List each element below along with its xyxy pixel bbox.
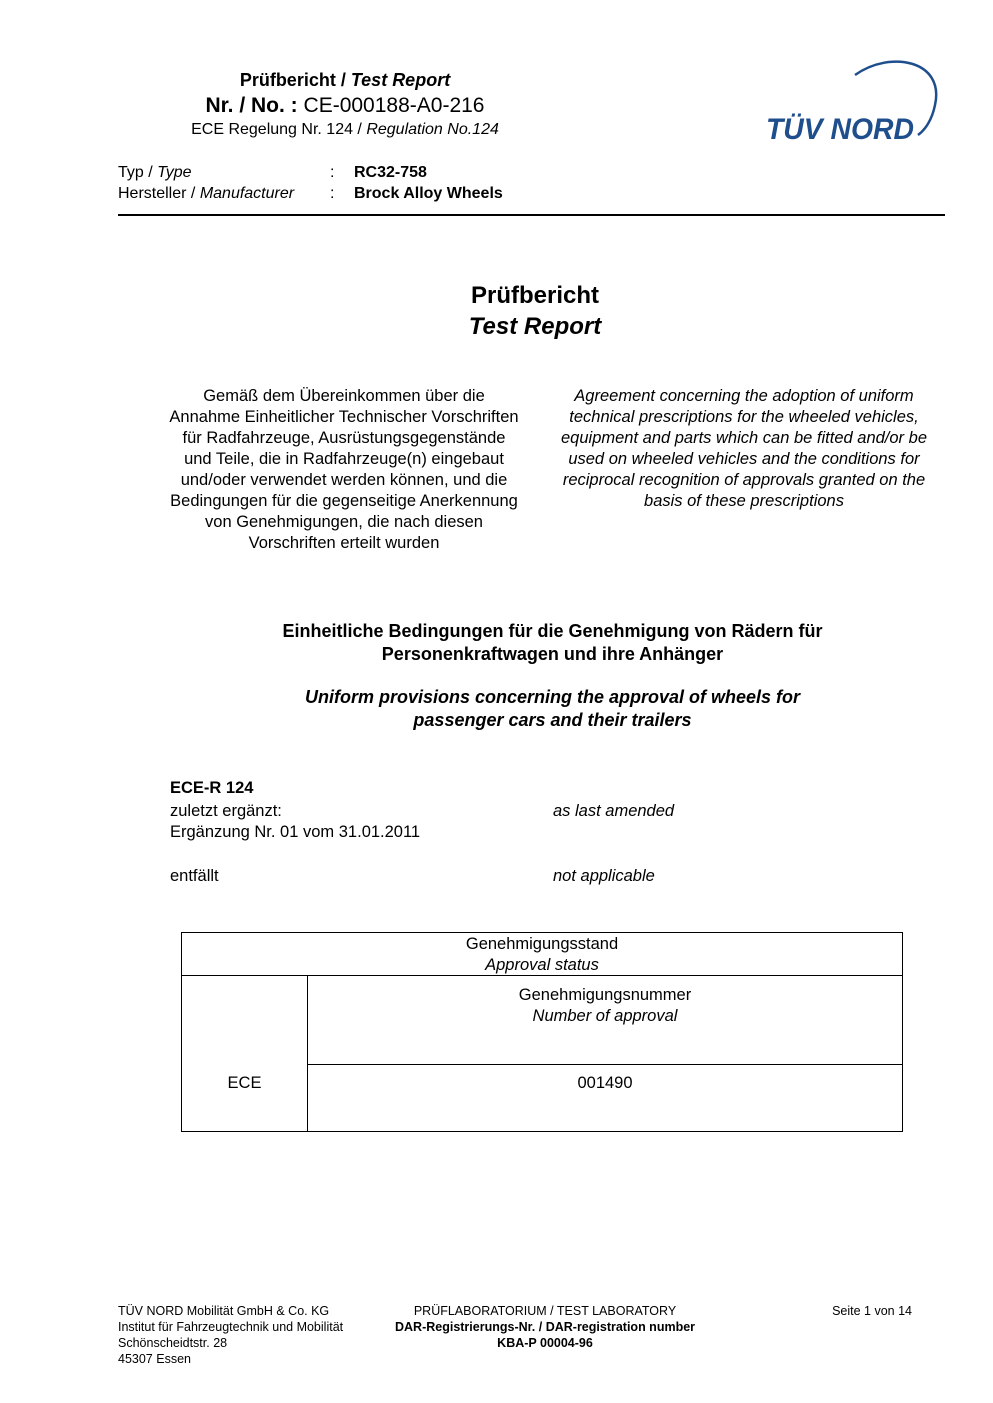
tuv-nord-logo xyxy=(760,55,945,155)
agreement-text-en: Agreement concerning the adoption of uniform technical prescriptions for the wheeled vehicles, equipment and parts which can be fitted and/or be used on wheeled vehicles and the conditions for reciprocal recognition of approvals granted on the basis of these prescriptions xyxy=(561,387,927,510)
report-type-heading: Prüfbericht / Test Report xyxy=(239,70,451,90)
logo-text: TÜV NORD xyxy=(766,113,914,146)
manufacturer-row: Hersteller / Manufacturer : Brock Alloy Wheels xyxy=(118,185,503,202)
table-header: Genehmigungsstand Approval status xyxy=(465,935,619,974)
page-title-de: Prüfbericht xyxy=(470,282,599,309)
type-row: Typ / Type : RC32-758 xyxy=(118,164,427,181)
table-divider xyxy=(307,1064,902,1065)
approval-number-value: 001490 xyxy=(577,1074,633,1092)
not-applicable-en: not applicable xyxy=(553,867,655,885)
approval-number-header: Genehmigungsnummer Number of approval xyxy=(518,986,692,1025)
page-number: Seite 1 von 14 xyxy=(832,1304,912,1318)
provisions-en: Uniform provisions concerning the approval of wheels for passenger cars and their trailers xyxy=(304,687,801,730)
provisions-de: Einheitliche Bedingungen für die Genehmigung von Rädern für Personenkraftwagen und ihre Anhänger xyxy=(282,621,823,664)
type-value: RC32-758 xyxy=(354,164,427,181)
amended-label-en: as last amended xyxy=(553,802,675,820)
footer-company: TÜV NORD Mobilität GmbH & Co. KG Institut für Fahrzeugtechnik und Mobilität Schönscheidtstr. 28 45307 Essen xyxy=(118,1304,344,1366)
manufacturer-value: Brock Alloy Wheels xyxy=(354,185,503,202)
approval-status-table xyxy=(181,932,903,1132)
agreement-text-de: Gemäß dem Übereinkommen über die Annahme Einheitlicher Technischer Vorschriften für Radfahrzeuge, Ausrüstungsgegenstände und Teile, die in Radfahrzeuge(n) eingebaut und/oder verwendet werden können, und die Bedingungen für die gegenseitige Anerkennung von Genehmigungen, die nach diesen Vorschriften erteilt wurden xyxy=(169,387,519,552)
supplement-line: Ergänzung Nr. 01 vom 31.01.2011 xyxy=(170,823,421,841)
tuv-nord-logo-graphic xyxy=(760,55,945,155)
not-applicable-de: entfällt xyxy=(170,867,219,885)
table-row-label: ECE xyxy=(227,1074,262,1092)
footer-laboratory: PRÜFLABORATORIUM / TEST LABORATORY DAR-Registrierungs-Nr. / DAR-registration number KBA-P 00004-96 xyxy=(394,1304,696,1350)
page-title-en: Test Report xyxy=(468,313,602,340)
amended-label-de: zuletzt ergänzt: xyxy=(170,802,282,820)
header-divider xyxy=(118,214,945,216)
regulation-code: ECE-R 124 xyxy=(170,779,254,797)
report-number: Nr. / No. : CE-000188-A0-216 xyxy=(205,94,485,117)
regulation-line: ECE Regelung Nr. 124 / Regulation No.124 xyxy=(191,121,499,138)
